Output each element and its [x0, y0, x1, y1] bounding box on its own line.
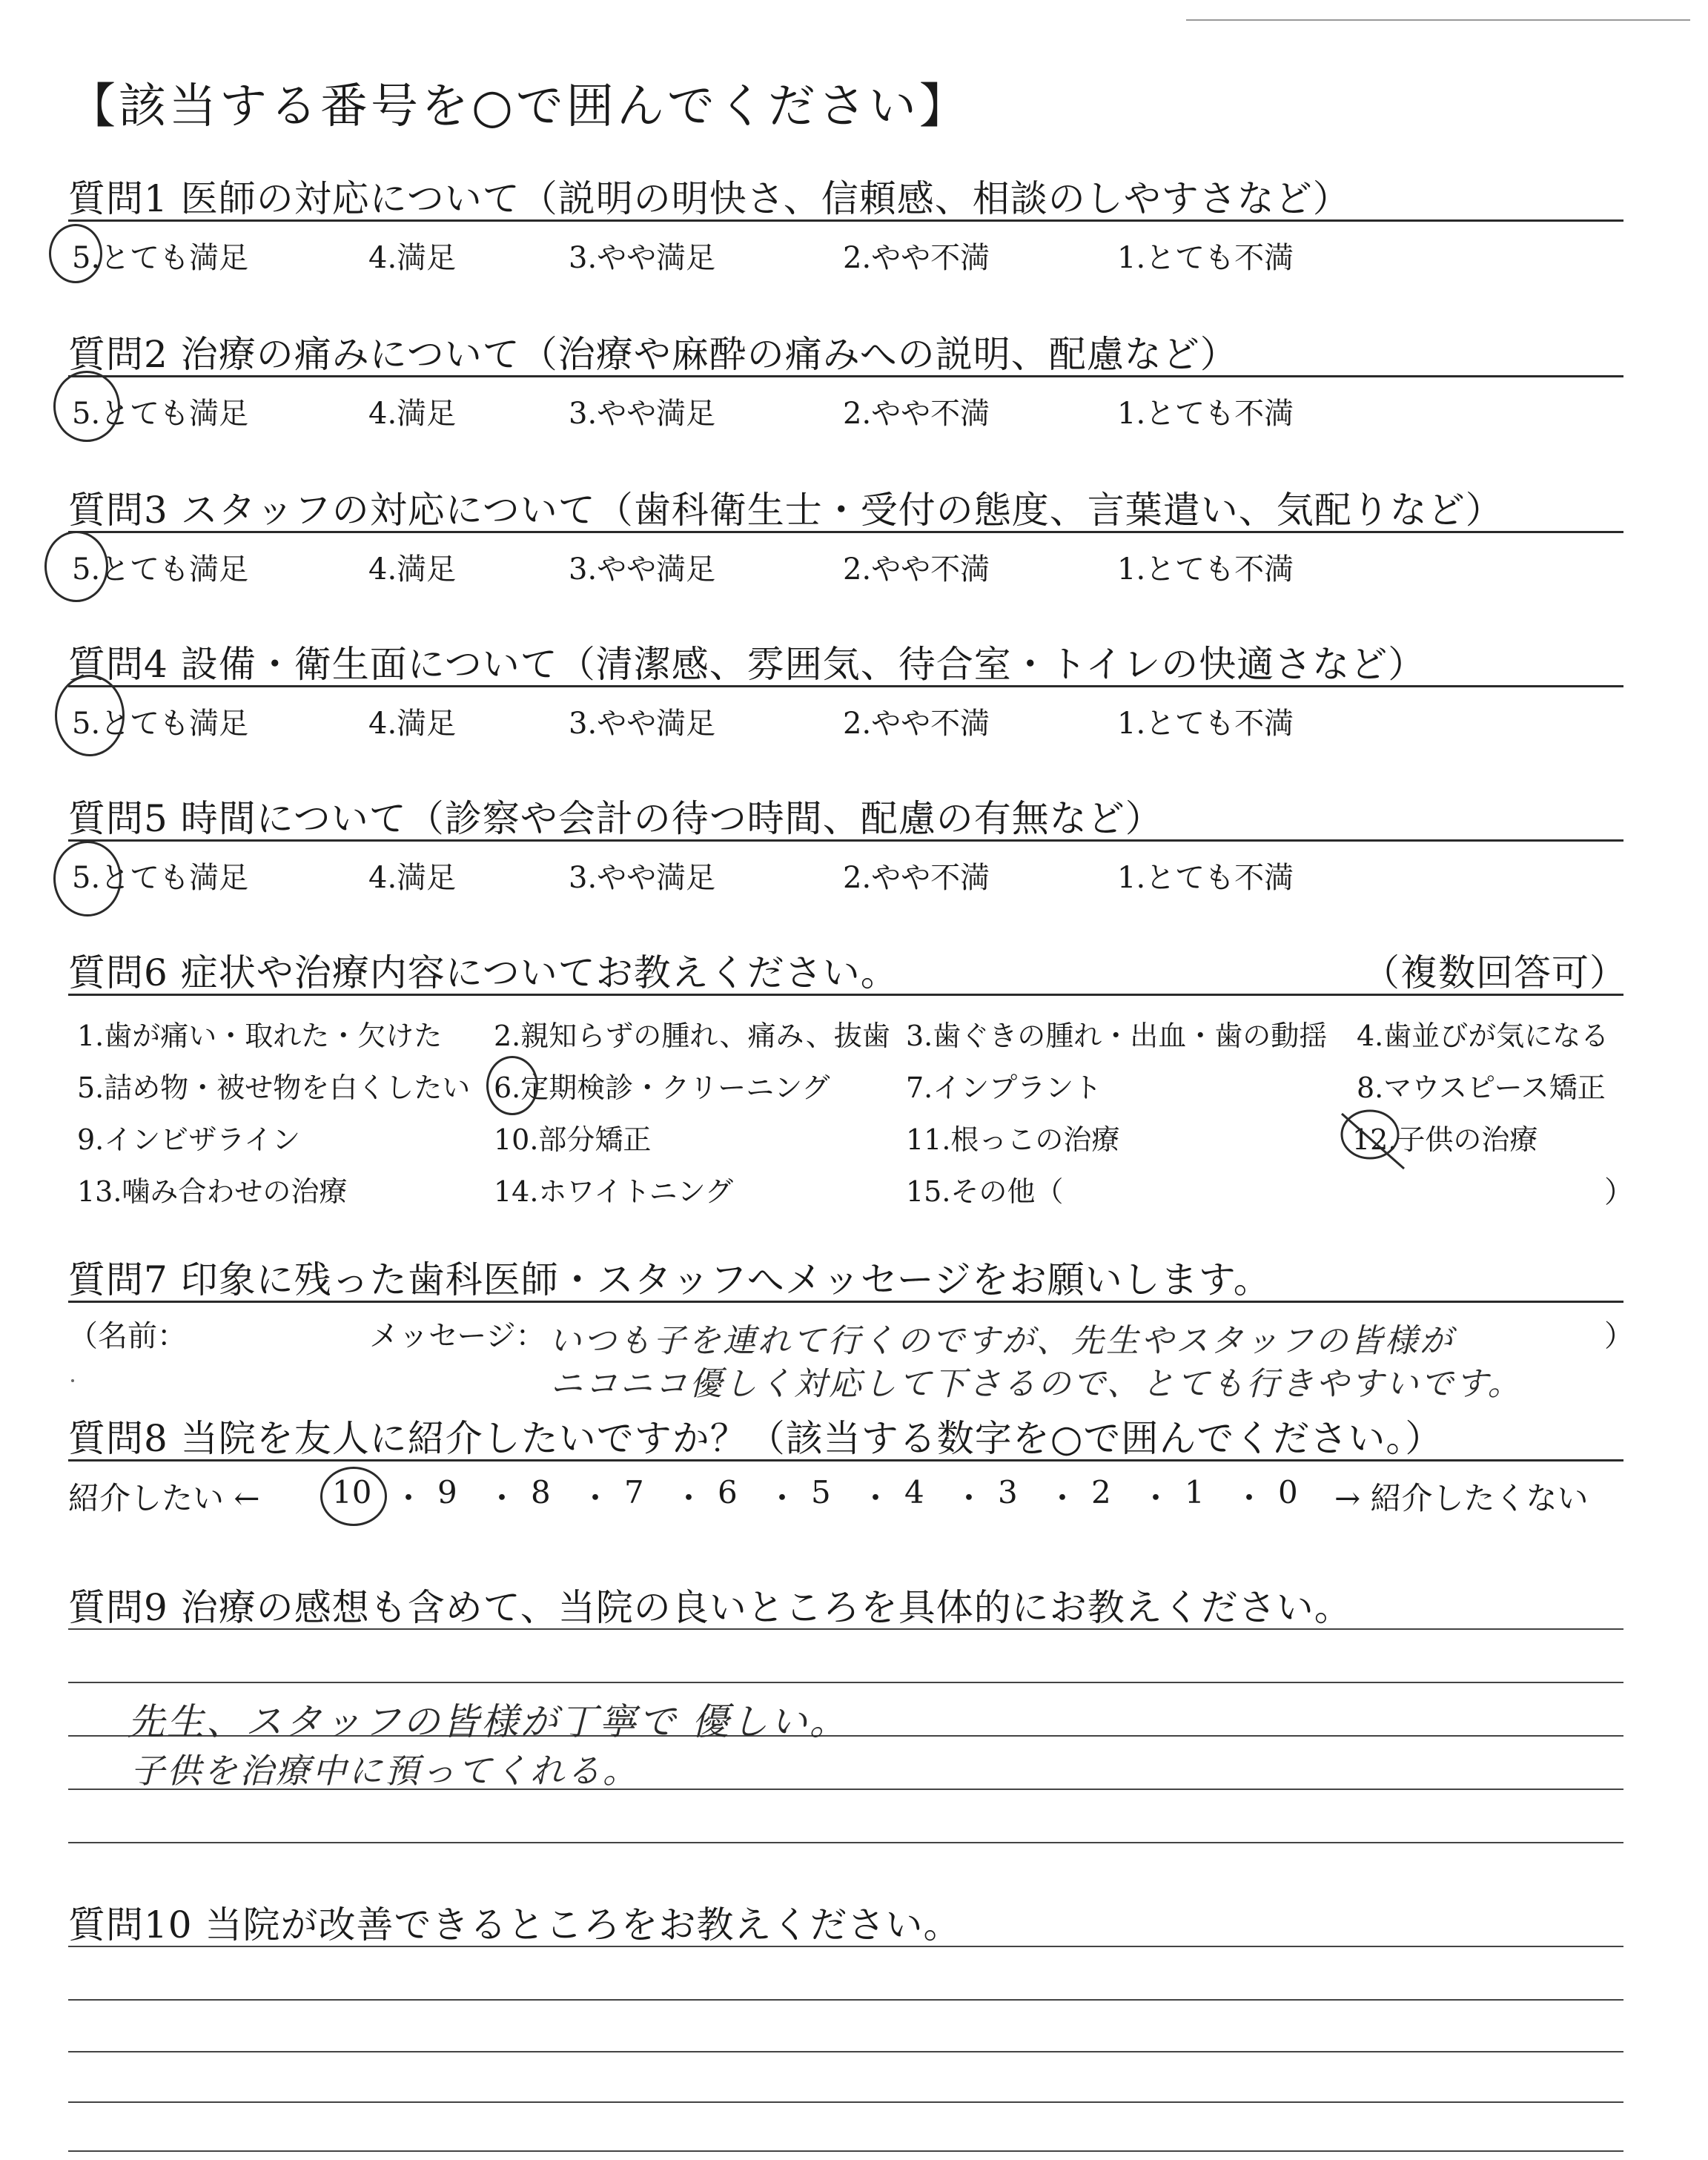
q8-scale-2[interactable]: 2 — [1091, 1474, 1111, 1510]
q6-item-3[interactable]: 3.歯ぐきの腫れ・出血・歯の動揺 — [906, 1020, 1328, 1052]
q8-scale-dot: ・ — [1140, 1480, 1172, 1516]
q9-answer-line-2[interactable]: 子供を治療中に預ってくれる。 — [130, 1751, 639, 1791]
q5-option-3[interactable]: 3.やや満足 — [569, 861, 716, 895]
question-6-rule — [68, 994, 1623, 996]
q8-scale-10[interactable]: 10 — [332, 1474, 372, 1510]
q8-scale-6[interactable]: 6 — [718, 1474, 738, 1510]
question-7-title: 質問7 印象に残った歯科医師・スタッフへメッセージをお願いします。 — [68, 1258, 1271, 1301]
q8-scale-1[interactable]: 1 — [1185, 1474, 1205, 1510]
q6-item-5[interactable]: 5.詰め物・被せ物を白くしたい — [77, 1071, 471, 1104]
q6-item-15[interactable]: 15.その他（ — [906, 1175, 1064, 1208]
q6-item-7[interactable]: 7.インプラント — [906, 1071, 1102, 1104]
q6-item-2[interactable]: 2.親知らずの腫れ、痛み、抜歯 — [494, 1020, 890, 1052]
q6-item-11[interactable]: 11.根っこの治療 — [906, 1123, 1120, 1156]
q8-scale-5[interactable]: 5 — [811, 1474, 831, 1510]
q8-scale-7[interactable]: 7 — [624, 1474, 644, 1510]
q7-close-paren: ） — [1604, 1319, 1634, 1353]
question-3-title: 質問3 スタッフの対応について（歯科衛生士・受付の態度、言葉遣い、気配りなど） — [68, 489, 1503, 532]
question-3-rule — [68, 531, 1623, 533]
q2-option-2[interactable]: 2.やや不満 — [843, 397, 990, 431]
q4-option-3[interactable]: 3.やや満足 — [569, 707, 716, 741]
q7-message-label: メッセージ： — [369, 1319, 546, 1353]
q6-other-close-paren: ） — [1604, 1175, 1634, 1209]
q7-message-line-2[interactable]: ニコニコ優しく対応して下さるので、とても行きやすいです。 — [550, 1365, 1523, 1403]
question-10-title: 質問10 当院が改善できるところをお教えください。 — [68, 1903, 961, 1946]
q2-option-4[interactable]: 4.満足 — [368, 397, 457, 431]
q10-writing-line — [68, 1999, 1623, 2001]
q6-item-4[interactable]: 4.歯並びが気になる — [1357, 1020, 1609, 1052]
question-4-title: 質問4 設備・衛生面について（清潔感、雰囲気、待合室・トイレの快適さなど） — [68, 643, 1426, 686]
q1-selected-circle — [49, 224, 102, 283]
q8-scale-9[interactable]: 9 — [437, 1474, 457, 1510]
question-8-title: 質問8 当院を友人に紹介したいですか？（該当する数字を○で囲んでください。） — [68, 1417, 1443, 1460]
q5-option-1[interactable]: 1.とても不満 — [1117, 861, 1294, 895]
question-2-rule — [68, 375, 1623, 377]
q9-writing-line — [68, 1842, 1623, 1843]
q5-selected-circle — [53, 841, 122, 916]
q5-option-5[interactable]: 5.とても満足 — [72, 861, 249, 895]
q9-answer-line-1[interactable]: 先生、スタッフの皆様が丁寧で 優しい。 — [128, 1700, 849, 1743]
q3-selected-circle — [44, 531, 108, 602]
q8-selected-circle — [320, 1467, 387, 1526]
q8-scale-dot: ・ — [393, 1480, 425, 1516]
q9-writing-line — [68, 1682, 1623, 1683]
q3-option-1[interactable]: 1.とても不満 — [1117, 552, 1294, 587]
q3-option-3[interactable]: 3.やや満足 — [569, 552, 716, 587]
q1-option-5[interactable]: 5.とても満足 — [72, 241, 249, 275]
q10-writing-line — [68, 1946, 1623, 1947]
q8-left-label: 紹介したい ← — [68, 1480, 260, 1516]
question-1-title: 質問1 医師の対応について（説明の明快さ、信頼感、相談のしやすさなど） — [68, 177, 1351, 220]
q1-option-1[interactable]: 1.とても不満 — [1117, 241, 1294, 275]
question-4-rule — [68, 685, 1623, 687]
q6-item-9[interactable]: 9.インビザライン — [77, 1123, 301, 1156]
q1-option-2[interactable]: 2.やや不満 — [843, 241, 990, 275]
q8-scale-dot: ・ — [767, 1480, 798, 1516]
question-6-note: （複数回答可） — [1363, 951, 1627, 994]
q6-item-8[interactable]: 8.マウスピース矯正 — [1357, 1071, 1606, 1104]
q6-item-14[interactable]: 14.ホワイトニング — [494, 1175, 734, 1208]
q7-name-label: （名前： — [68, 1319, 187, 1353]
q8-scale-dot: ・ — [486, 1480, 518, 1516]
q8-scale-dot: ・ — [580, 1480, 612, 1516]
scan-top-edge — [1186, 19, 1690, 21]
q8-scale-dot: ・ — [860, 1480, 892, 1516]
q2-option-1[interactable]: 1.とても不満 — [1117, 397, 1294, 431]
q6-item-1[interactable]: 1.歯が痛い・取れた・欠けた — [77, 1020, 443, 1052]
scan-speck — [71, 1379, 74, 1382]
q10-writing-line — [68, 2051, 1623, 2052]
instruction-header: 【該当する番号を○で囲んでください】 — [68, 79, 970, 134]
q10-writing-line — [68, 2150, 1623, 2152]
q5-option-2[interactable]: 2.やや不満 — [843, 861, 990, 895]
q8-scale-dot: ・ — [1234, 1480, 1265, 1516]
q2-option-5[interactable]: 5.とても満足 — [72, 397, 249, 431]
question-9-title: 質問9 治療の感想も含めて、当院の良いところを具体的にお教えください。 — [68, 1586, 1352, 1629]
q3-option-2[interactable]: 2.やや不満 — [843, 552, 990, 587]
q7-message-line-1[interactable]: いつも子を連れて行くのですが、先生やスタッフの皆様が — [549, 1322, 1454, 1360]
q5-option-4[interactable]: 4.満足 — [368, 861, 457, 895]
q8-scale-dot: ・ — [673, 1480, 705, 1516]
q4-option-2[interactable]: 2.やや不満 — [843, 707, 990, 741]
q2-selected-circle — [53, 371, 120, 442]
q6-item-10[interactable]: 10.部分矯正 — [494, 1123, 652, 1156]
q8-scale-8[interactable]: 8 — [531, 1474, 551, 1510]
q3-option-5[interactable]: 5.とても満足 — [72, 552, 249, 587]
q8-scale-4[interactable]: 4 — [904, 1474, 924, 1510]
q8-scale-3[interactable]: 3 — [998, 1474, 1018, 1510]
q8-scale-dot: ・ — [1047, 1480, 1079, 1516]
question-8-rule — [68, 1459, 1623, 1462]
question-6-title: 質問6 症状や治療内容についてお教えください。 — [68, 951, 898, 994]
question-5-rule — [68, 839, 1623, 842]
q10-writing-line — [68, 2101, 1623, 2103]
q6-item-6-circle — [486, 1056, 538, 1115]
q8-scale-0[interactable]: 0 — [1278, 1474, 1298, 1510]
q8-scale-dot: ・ — [953, 1480, 985, 1516]
q2-option-3[interactable]: 3.やや満足 — [569, 397, 716, 431]
q6-item-12-cross-mark — [1331, 1097, 1409, 1175]
question-2-title: 質問2 治療の痛みについて（治療や麻酔の痛みへの説明、配慮など） — [68, 333, 1238, 376]
q9-writing-line — [68, 1628, 1623, 1630]
q6-item-6[interactable]: 6.定期検診・クリーニング — [494, 1071, 830, 1104]
q6-item-12[interactable]: 12.子供の治療 — [1352, 1123, 1538, 1156]
q4-option-4[interactable]: 4.満足 — [368, 707, 457, 741]
q1-option-4[interactable]: 4.満足 — [368, 241, 457, 275]
question-7-rule — [68, 1301, 1623, 1303]
q3-option-4[interactable]: 4.満足 — [368, 552, 457, 587]
q4-option-5[interactable]: 5.とても満足 — [72, 707, 249, 741]
q6-item-13[interactable]: 13.噛み合わせの治療 — [77, 1175, 348, 1208]
q4-selected-circle — [55, 675, 125, 756]
q8-right-label: → 紹介したくない — [1334, 1480, 1589, 1516]
question-1-rule — [68, 219, 1623, 222]
q1-option-3[interactable]: 3.やや満足 — [569, 241, 716, 275]
q4-option-1[interactable]: 1.とても不満 — [1117, 707, 1294, 741]
question-5-title: 質問5 時間について（診察や会計の待つ時間、配慮の有無など） — [68, 797, 1163, 840]
